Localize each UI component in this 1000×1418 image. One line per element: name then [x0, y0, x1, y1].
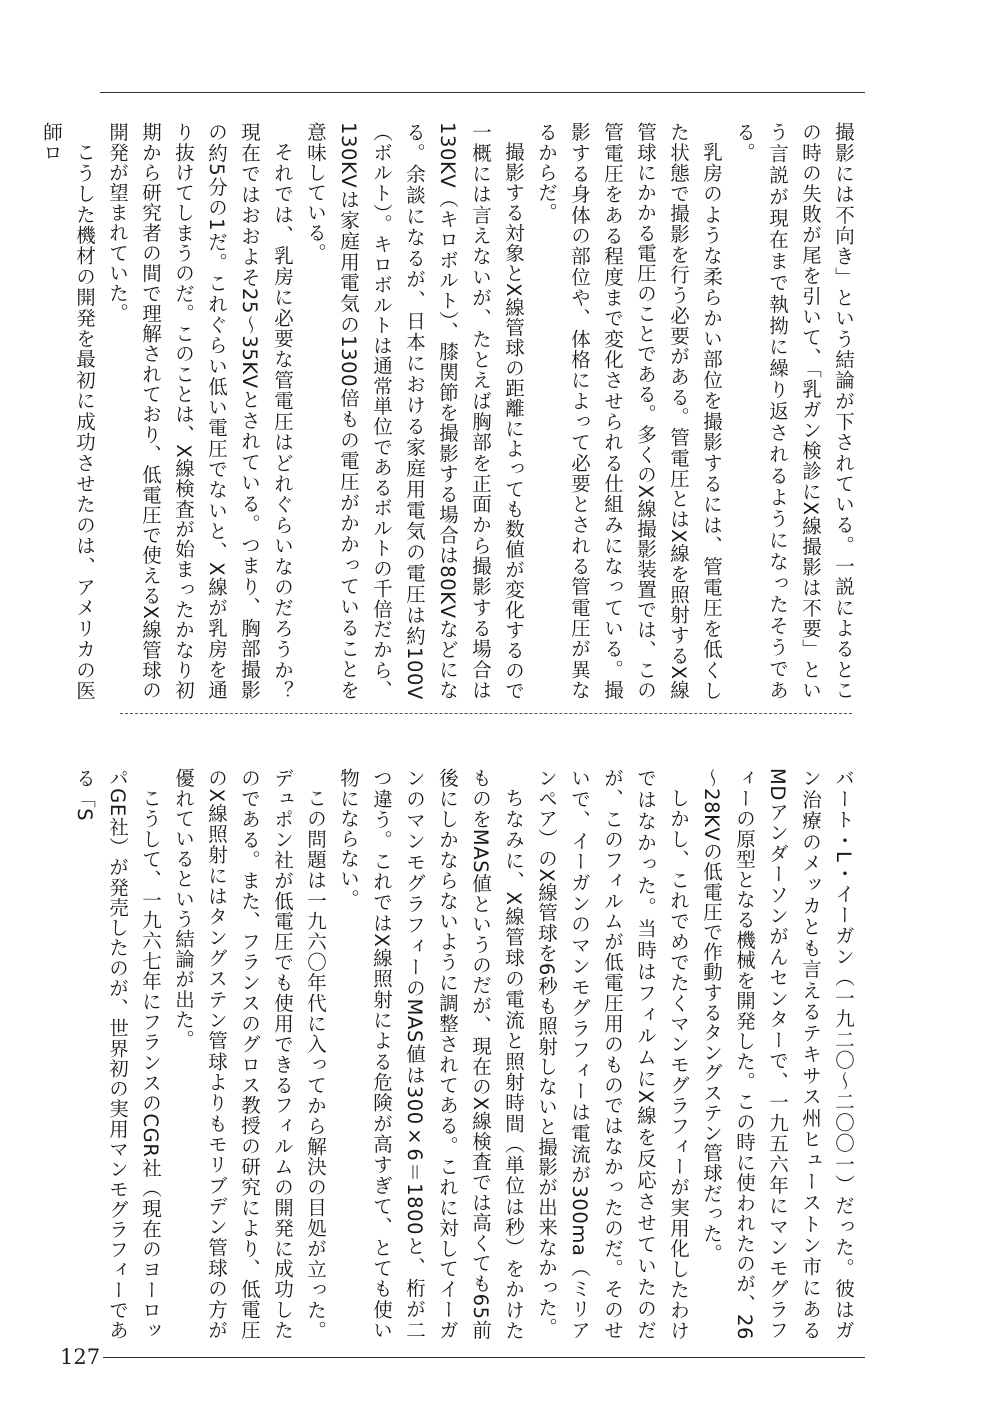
paragraph: 撮影する対象とX線管球の距離によっても数値が変化するので一概には言えないが、たとえば胸部を正面から撮影する場合は130KV（キロボルト）、膝関節を撮影する場合は80KVなどになる。余談になるが、日本における家庭用電気の電圧は約100V（ボルト）。キロボルトは通常単位であるボルトの千倍だから、130KVは家庭用電気の1300倍もの電圧がかかっていることを意味している。: [304, 122, 525, 700]
paragraph: しかし、これでめでたくマンモグラフィーが実用化したわけではなかった。当時はフィルムにX線を反応させていたのだが、このフィルムが低電圧用のものではなかったのだ。そのせいで、イーガンのマンモグラフィーは電流が300ma（ミリアンペア）のX線管球を6秒も照射しないと撮影が出来なかった。: [535, 768, 690, 1340]
paragraph: この問題は一九六〇年代に入ってから解決の目処が立った。デュポン社が低電圧でも使用できるフィルムの開発に成功したのである。また、フランスのグロス教授の研究により、低電圧のX線照射にはタングステン管球よりもモリブデン管球の方が優れているという結論が出た。: [172, 768, 327, 1340]
paragraph: 撮影には不向き」という結論が下されている。一説によるとこの時の失敗が尾を引いて、「乳ガン検診にX線撮影は不要」という言説が現在まで執拗に繰り返されるようになったそうである。: [733, 122, 855, 700]
paragraph: それでは、乳房に必要な管電圧はどれぐらいなのだろうか？ 現在ではおおよそ25～35KVとされている。つまり、胸部撮影の約5分の1だ。これぐらい低い電圧でないと、X線が乳房を通り抜けてしまうのだ。このことは、X線検査が始まったかなり初期から研究者の間で理解されており、低電圧で使えるX線管球の開発が望まれていた。: [106, 122, 294, 721]
paragraph: ちなみに、X線管球の電流と照射時間（単位は秒）をかけたものをMAS値というのだが、現在のX線検査では高くても65前後にしかならないように調整されてある。これに対してイーガンのマンモグラフィーのMAS値は300×6＝1800と、桁が二つ違う。これではX線照射による危険が高すぎて、とても使い物にならない。: [337, 768, 525, 1340]
paragraph: 乳房のような柔らかい部位を撮影するには、管電圧を低くした状態で撮影を行う必要がある。管電圧とはX線を照射するX線管球にかかる電圧のことである。多くのX線撮影装置では、この管電圧をある程度まで変化させられる仕組みになっている。撮影する身体の部位や、体格によって必要とされる管電圧が異なるからだ。: [535, 122, 723, 700]
paragraph: バート・L・イーガン（一九二〇～二〇〇一）だった。彼はガン治療のメッカとも言えるテキサス州ヒューストン市にあるMDアンダーソンがんセンターで、一九五六年にマンモグラフィーの原型となる機械を開発した。この時に使われたのが、26～28KVの低電圧で作動するタングステン管球だった。: [700, 768, 855, 1340]
bottom-rule: [103, 1357, 865, 1358]
upper-text-column: [40, 122, 860, 721]
column-divider: [120, 713, 852, 714]
lower-text-column: [73, 768, 860, 1340]
paragraph: こうして、一九六七年にフランスのCGR社（現在のヨーロッパGE社）が発売したのが、世界初の実用マンモグラフィーである「S: [73, 768, 162, 1340]
top-rule: [100, 92, 865, 93]
paragraph: こうした機材の開発を最初に成功させたのは、アメリカの医師ロ: [40, 122, 96, 700]
page-number: 127: [60, 1345, 101, 1369]
